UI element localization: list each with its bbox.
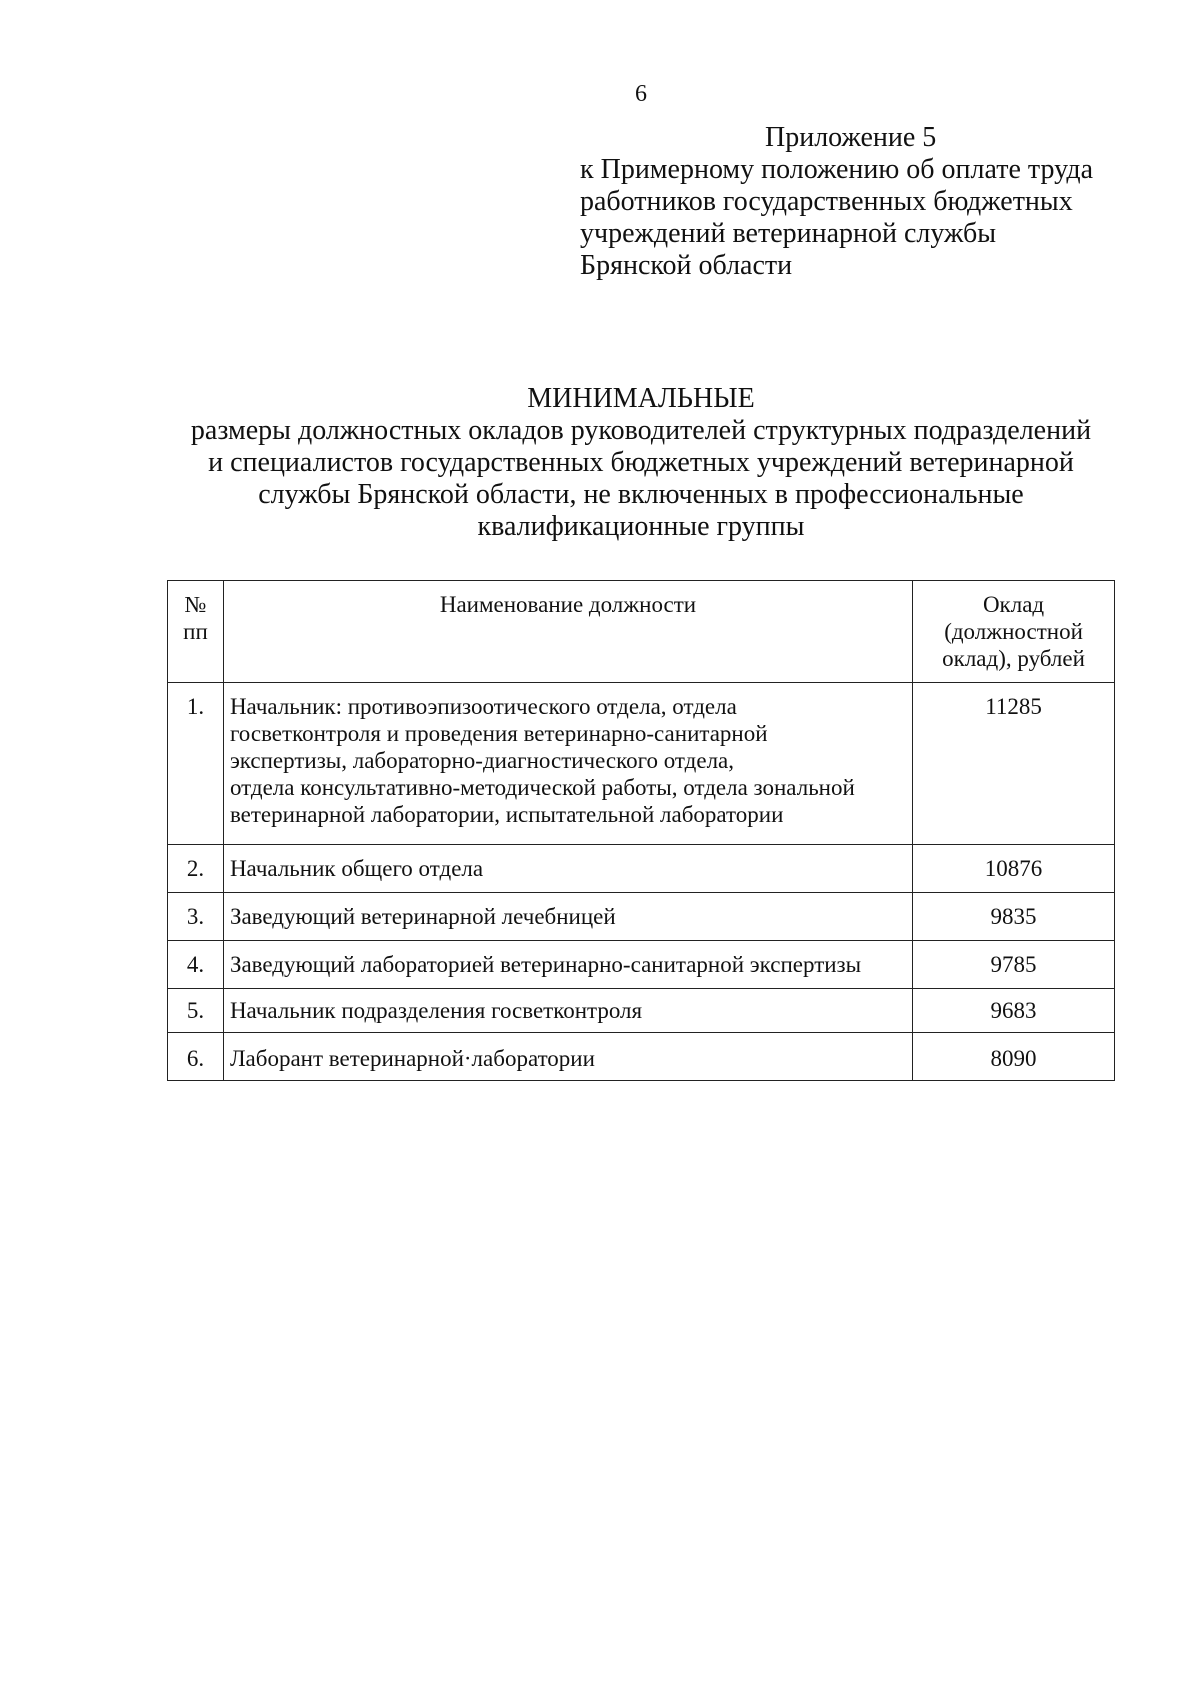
salary-value: 8090 [913,1033,1115,1081]
appendix-block [580,122,1140,282]
row-number: 2. [168,845,224,893]
position-name: Начальник: противоэпизоотического отдела, отдела госветконтроля и проведения ветеринарно-санитарной экспертизы, лабораторно-диагностического отдела, отдела консультативно-методической работы, отдела зональной ветеринарной лаборатории, испытательной лаборатории [223,683,912,845]
appendix-line: работников государственных бюджетных [580,186,1073,217]
table-row [168,941,1115,989]
table-row [168,1033,1115,1081]
row-number: 4. [168,941,224,989]
heading-line: службы Брянской области, не включенных в профессиональные [258,479,1024,510]
header-position: Наименование должности [223,581,912,683]
document-heading [150,383,1132,543]
salary-table [167,580,1115,1081]
appendix-line: к Примерному положению об оплате труда [580,154,1093,185]
table-row [168,683,1115,845]
heading-title: МИНИМАЛЬНЫЕ [527,383,755,414]
position-name: Заведующий лабораторией ветеринарно-санитарной экспертизы [223,941,912,989]
row-number: 1. [168,683,224,845]
header-num: № пп [168,581,224,683]
appendix-line: учреждений ветеринарной службы [580,218,997,249]
salary-value: 9785 [913,941,1115,989]
salary-value: 9835 [913,893,1115,941]
heading-line: квалификационные группы [477,511,805,542]
salary-value: 9683 [913,989,1115,1033]
position-name: Заведующий ветеринарной лечебницей [223,893,912,941]
salary-value: 10876 [913,845,1115,893]
header-salary: Оклад (должностной оклад), рублей [913,581,1115,683]
table-row [168,893,1115,941]
table-row [168,989,1115,1033]
position-name: Лаборант ветеринарной·лаборатории [223,1033,912,1081]
appendix-title: Приложение 5 [765,122,937,153]
table-header-row [168,581,1115,683]
appendix-line: Брянской области [580,250,793,281]
row-number: 6. [168,1033,224,1081]
salary-value: 11285 [913,683,1115,845]
row-number: 5. [168,989,224,1033]
heading-line: и специалистов государственных бюджетных учреждений ветеринарной [208,447,1074,478]
row-number: 3. [168,893,224,941]
position-name: Начальник подразделения госветконтроля [223,989,912,1033]
heading-line: размеры должностных окладов руководителей структурных подразделений [190,415,1092,446]
position-name: Начальник общего отдела [223,845,912,893]
page-number: 6 [635,81,647,107]
table-row [168,845,1115,893]
